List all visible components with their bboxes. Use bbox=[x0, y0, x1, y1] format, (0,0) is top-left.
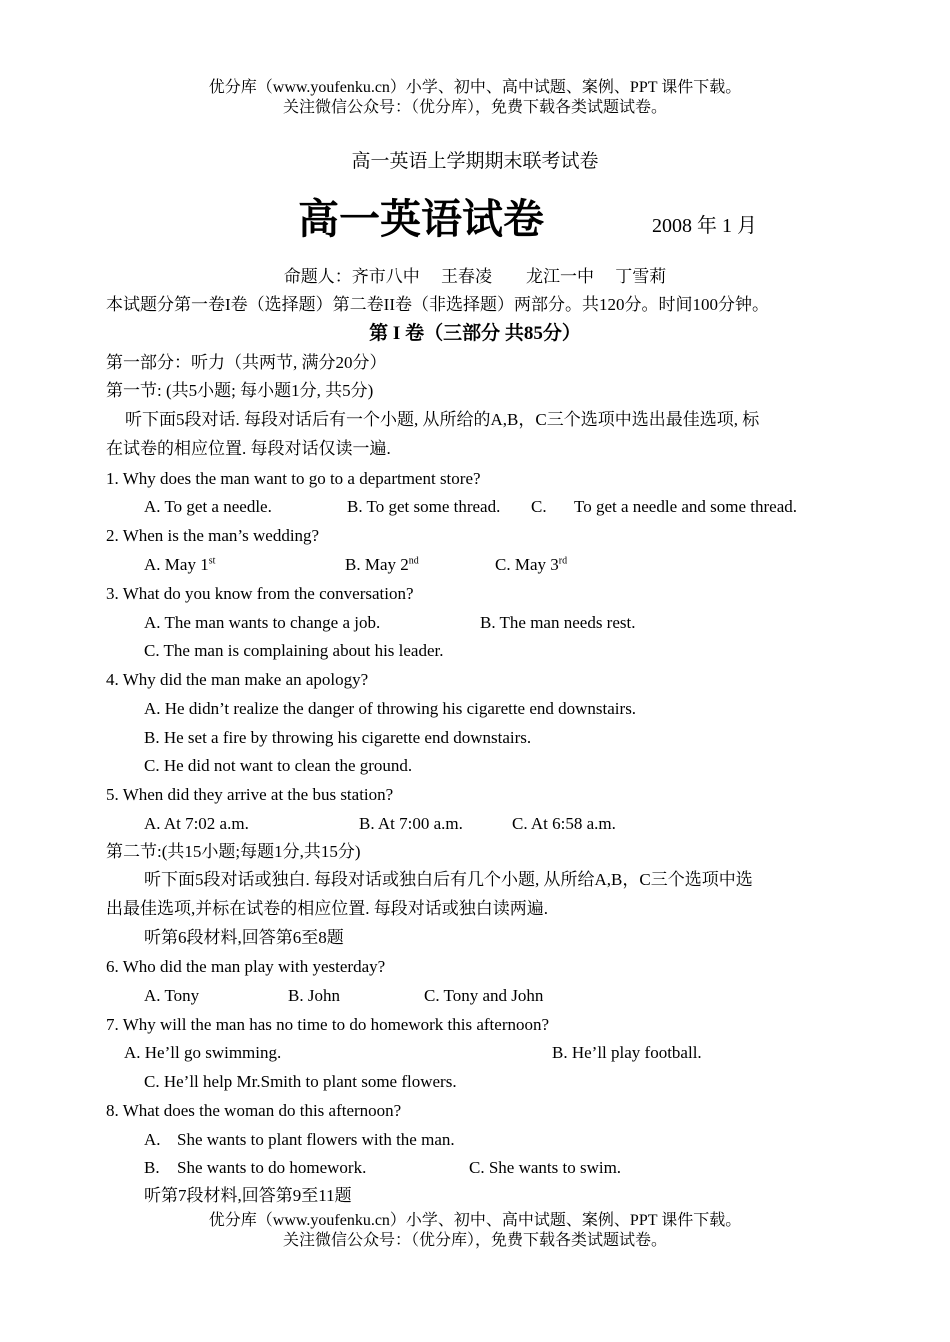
q8-option-b-text: She wants to do homework. bbox=[177, 1158, 367, 1177]
material7-note: 听第7段材料,回答第9至11题 bbox=[144, 1186, 352, 1205]
q7-option-a: A. He’ll go swimming. bbox=[124, 1043, 282, 1062]
q5-stem: 5. When did they arrive at the bus station? bbox=[106, 785, 394, 804]
exam-intro: 本试题分第一卷I卷（选择题）第二卷II卷（非选择题）两部分。共120分。时间100分钟。 bbox=[106, 295, 769, 314]
q7-stem: 7. Why will the man has no time to do homework this afternoon? bbox=[106, 1015, 550, 1034]
q8-stem: 8. What does the woman do this afternoon? bbox=[106, 1101, 402, 1120]
q4-option-c: C. He did not want to clean the ground. bbox=[144, 756, 413, 775]
q6-option-a: A. Tony bbox=[144, 986, 200, 1005]
section1-instruction-1: 听下面5段对话. 每段对话后有一个小题, 从所给的A,B，C三个选项中选出最佳选项, 标 bbox=[125, 410, 760, 429]
part1-heading: 第一部分：听力（共两节, 满分20分） bbox=[106, 353, 387, 372]
q5-option-a: A. At 7:02 a.m. bbox=[144, 814, 249, 833]
q2-option-b: B. May 2nd bbox=[345, 555, 419, 574]
q3-option-c: C. The man is complaining about his leader. bbox=[144, 641, 444, 660]
q3-option-b: B. The man needs rest. bbox=[480, 613, 636, 632]
q1-option-b: B. To get some thread. bbox=[347, 497, 501, 516]
q7-option-b: B. He’ll play football. bbox=[552, 1043, 702, 1062]
q8-option-a-text: She wants to plant flowers with the man. bbox=[177, 1130, 455, 1149]
section2-heading: 第二节:(共15小题;每题1分,共15分) bbox=[106, 842, 361, 861]
q2-option-a: A. May 1st bbox=[144, 555, 216, 574]
exam-title: 高一英语试卷 bbox=[298, 196, 544, 242]
footer-line-2: 关注微信公众号：（优分库），免费下载各类试题试卷。 bbox=[282, 1232, 667, 1249]
q4-option-b: B. He set a fire by throwing his cigarette end downstairs. bbox=[144, 728, 532, 747]
q3-stem: 3. What do you know from the conversation? bbox=[106, 584, 414, 603]
section1-heading: 第一节: (共5小题; 每小题1分, 共5分) bbox=[106, 381, 374, 400]
q5-option-b: B. At 7:00 a.m. bbox=[359, 814, 463, 833]
q4-option-a: A. He didn’t realize the danger of throwing his cigarette end downstairs. bbox=[144, 699, 637, 718]
q8-option-b-letter: B. bbox=[144, 1158, 160, 1177]
q8-option-c: C. She wants to swim. bbox=[469, 1158, 622, 1177]
volume1-heading: 第 I 卷（三部分 共85分） bbox=[369, 323, 581, 344]
q6-option-b: B. John bbox=[288, 986, 340, 1005]
q1-option-c-letter: C. bbox=[531, 497, 547, 516]
q1-stem: 1. Why does the man want to go to a department store? bbox=[106, 469, 481, 488]
footer-line-1: 优分库（www.youfenku.cn）小学、初中、高中试题、案例、PPT 课件下载。 bbox=[208, 1212, 742, 1229]
q6-stem: 6. Who did the man play with yesterday? bbox=[106, 957, 386, 976]
exam-subtitle: 高一英语上学期期末联考试卷 bbox=[351, 151, 599, 172]
header-line-2: 关注微信公众号：（优分库），免费下载各类试题试卷。 bbox=[282, 99, 667, 116]
q7-option-c: C. He’ll help Mr.Smith to plant some flowers. bbox=[144, 1072, 457, 1091]
q1-option-c-text: To get a needle and some thread. bbox=[574, 497, 798, 516]
q6-option-c: C. Tony and John bbox=[424, 986, 544, 1005]
section2-instruction-2: 出最佳选项,并标在试卷的相应位置. 每段对话或独白读两遍. bbox=[106, 899, 548, 918]
q1-option-a: A. To get a needle. bbox=[144, 497, 272, 516]
q5-option-c: C. At 6:58 a.m. bbox=[512, 814, 616, 833]
q3-option-a: A. The man wants to change a job. bbox=[144, 613, 381, 632]
section2-instruction-1: 听下面5段对话或独白. 每段对话或独白后有几个小题, 从所给A,B，C三个选项中选 bbox=[144, 870, 753, 889]
q4-stem: 4. Why did the man make an apology? bbox=[106, 670, 369, 689]
material6-note: 听第6段材料,回答第6至8题 bbox=[144, 928, 344, 947]
section1-instruction-2: 在试卷的相应位置. 每段对话仅读一遍. bbox=[106, 439, 391, 458]
q2-stem: 2. When is the man’s wedding? bbox=[106, 526, 320, 545]
q8-option-a-letter: A. bbox=[144, 1130, 161, 1149]
authors-line: 命题人：齐市八中 王春凌 龙江一中 丁雪莉 bbox=[283, 267, 667, 286]
header-line-1: 优分库（www.youfenku.cn）小学、初中、高中试题、案例、PPT 课件下载。 bbox=[208, 79, 742, 96]
exam-date: 2008 年 1 月 bbox=[652, 215, 757, 237]
q2-option-c: C. May 3rd bbox=[495, 555, 568, 574]
